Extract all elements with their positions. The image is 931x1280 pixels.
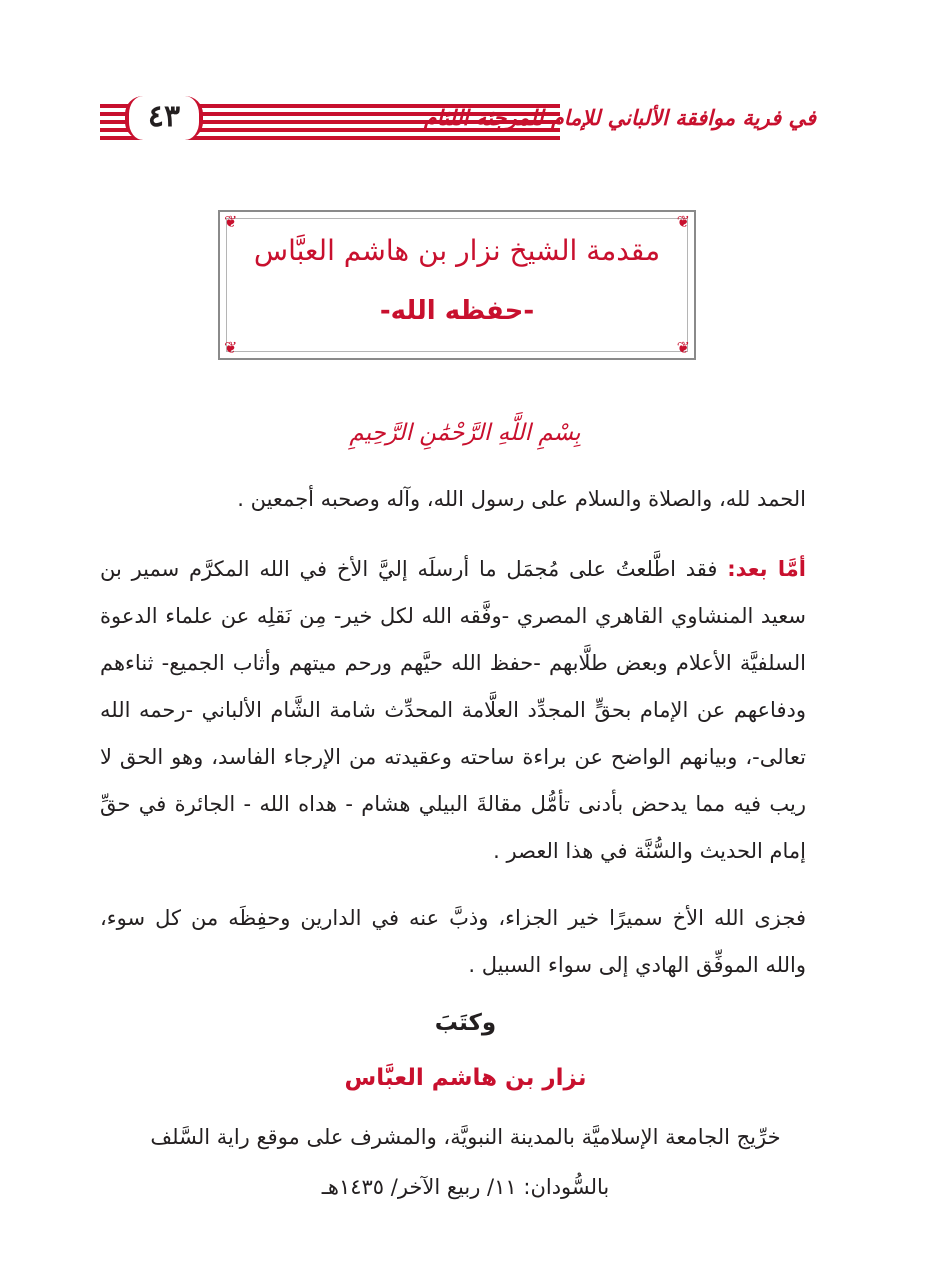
signature-name: نزار بن هاشم العبَّاس xyxy=(344,1065,587,1091)
corner-ornament-icon: ❦ xyxy=(676,338,690,357)
basmala: بِسْمِ اللَّهِ الرَّحْمَٰنِ الرَّحِيمِ xyxy=(349,420,581,446)
section-subtitle: -حفظه الله- xyxy=(379,296,535,326)
title-frame xyxy=(218,210,696,360)
running-header-title: في فرية موافقة الألباني للإمام للمرجئة اللئام xyxy=(423,105,816,130)
signature-date: بالسُّودان: ١١/ ربيع الآخر/ ١٤٣٥هـ xyxy=(321,1175,610,1199)
corner-ornament-icon: ❦ xyxy=(676,212,690,231)
paragraph-main-text: فقد اطَّلعتُ على مُجمَل ما أرسلَه إليَّ الأخ في الله المكرَّم سمير بن سعيد المنشاوي القاهري المصري -وفَّقه الله لكل خير- مِن نَقلِه عن علماء الدعوة السلفيَّة الأعلام وبعض طلَّابهم -حفظ الله حيَّهم ورحم ميتهم وأثاب الجميع- ثناءهم ودفاعهم عن الإمام بحقٍّ المجدِّد العلَّامة المحدِّث شامة الشَّام الألباني -رحمه الله تعالى-، وبيانهم الواضح عن براءة ساحته وعقيدته من الإرجاء الفاسد، وهو الحق لا ريب فيه مما يدحض بأدنى تأمُّل مقالةَ البيلي هشام - هداه الله - الجائرة في حقِّ إمام الحديث والسُّنَّة في هذا العصر . xyxy=(100,557,806,863)
paragraph-closing: فجزى الله الأخ سميرًا خير الجزاء، وذبَّ عنه في الدارين وحفِظَه من كل سوء، والله الموفِّق الهادي إلى سواء السبيل . xyxy=(100,906,806,977)
paragraph-lead: أمَّا بعد: xyxy=(727,557,806,581)
corner-ornament-icon: ❦ xyxy=(224,212,238,231)
signature-affiliation: خرِّيج الجامعة الإسلاميَّة بالمدينة النبويَّة، والمشرف على موقع راية السَّلف xyxy=(150,1125,781,1149)
paragraph-praise: الحمد لله، والصلاة والسلام على رسول الله، وآله وصحبه أجمعين . xyxy=(237,487,806,511)
signature-wrote: وكتَبَ xyxy=(434,1010,497,1036)
section-title: مقدمة الشيخ نزار بن هاشم العبَّاس xyxy=(253,234,661,267)
page-number: ٤٣ xyxy=(125,96,203,140)
corner-ornament-icon: ❦ xyxy=(224,338,238,357)
paragraph-main xyxy=(100,546,806,875)
